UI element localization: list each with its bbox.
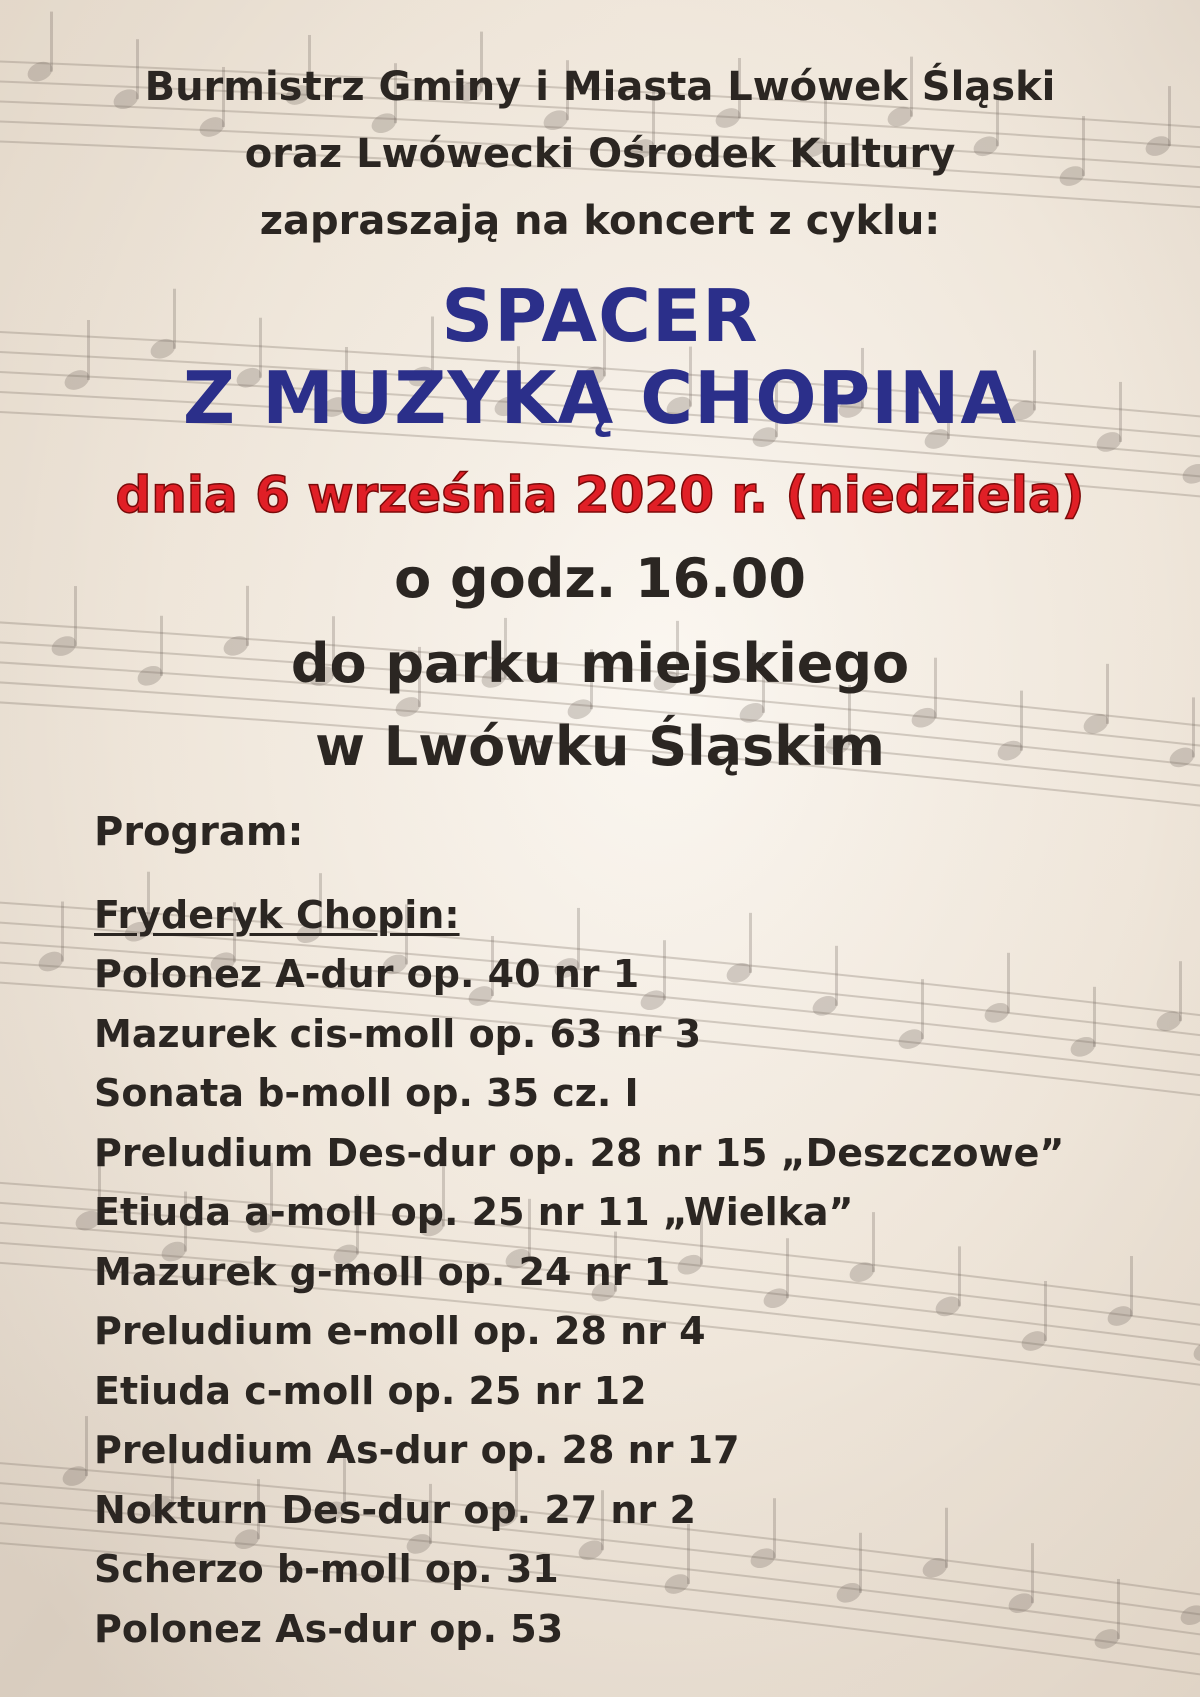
event-place-line-2: w Lwówku Śląskim bbox=[315, 715, 885, 778]
program-item: Preludium e-moll op. 28 nr 4 bbox=[94, 1309, 706, 1353]
program-item: Mazurek g-moll op. 24 nr 1 bbox=[94, 1250, 671, 1294]
program-item: Polonez As-dur op. 53 bbox=[94, 1607, 564, 1651]
program-item: Nokturn Des-dur op. 27 nr 2 bbox=[94, 1488, 696, 1532]
program-item: Sonata b-moll op. 35 cz. I bbox=[94, 1071, 639, 1115]
program-item: Preludium Des-dur op. 28 nr 15 „Deszczowe” bbox=[94, 1131, 1065, 1175]
program-item: Polonez A-dur op. 40 nr 1 bbox=[94, 952, 640, 996]
composer-name: Fryderyk Chopin: bbox=[94, 893, 460, 937]
event-title-line-1: SPACER bbox=[441, 274, 759, 358]
organizer-line-3: zapraszają na koncert z cyklu: bbox=[259, 198, 941, 244]
event-time: o godz. 16.00 bbox=[394, 547, 806, 610]
program-heading: Program: bbox=[94, 809, 304, 855]
program-item: Mazurek cis-moll op. 63 nr 3 bbox=[94, 1012, 702, 1056]
program-item: Etiuda a-moll op. 25 nr 11 „Wielka” bbox=[94, 1190, 854, 1234]
program-item: Preludium As-dur op. 28 nr 17 bbox=[94, 1428, 740, 1472]
organizer-line-1: Burmistrz Gminy i Miasta Lwówek Śląski bbox=[144, 64, 1056, 110]
event-place-line-1: do parku miejskiego bbox=[290, 632, 910, 695]
program-item: Scherzo b-moll op. 31 bbox=[94, 1547, 559, 1591]
organizer-line-2: oraz Lwówecki Ośrodek Kultury bbox=[244, 131, 956, 177]
event-title-line-2: Z MUZYKĄ CHOPINA bbox=[182, 356, 1018, 440]
program-item: Etiuda c-moll op. 25 nr 12 bbox=[94, 1369, 647, 1413]
event-date: dnia 6 września 2020 r. (niedziela) bbox=[115, 466, 1085, 524]
